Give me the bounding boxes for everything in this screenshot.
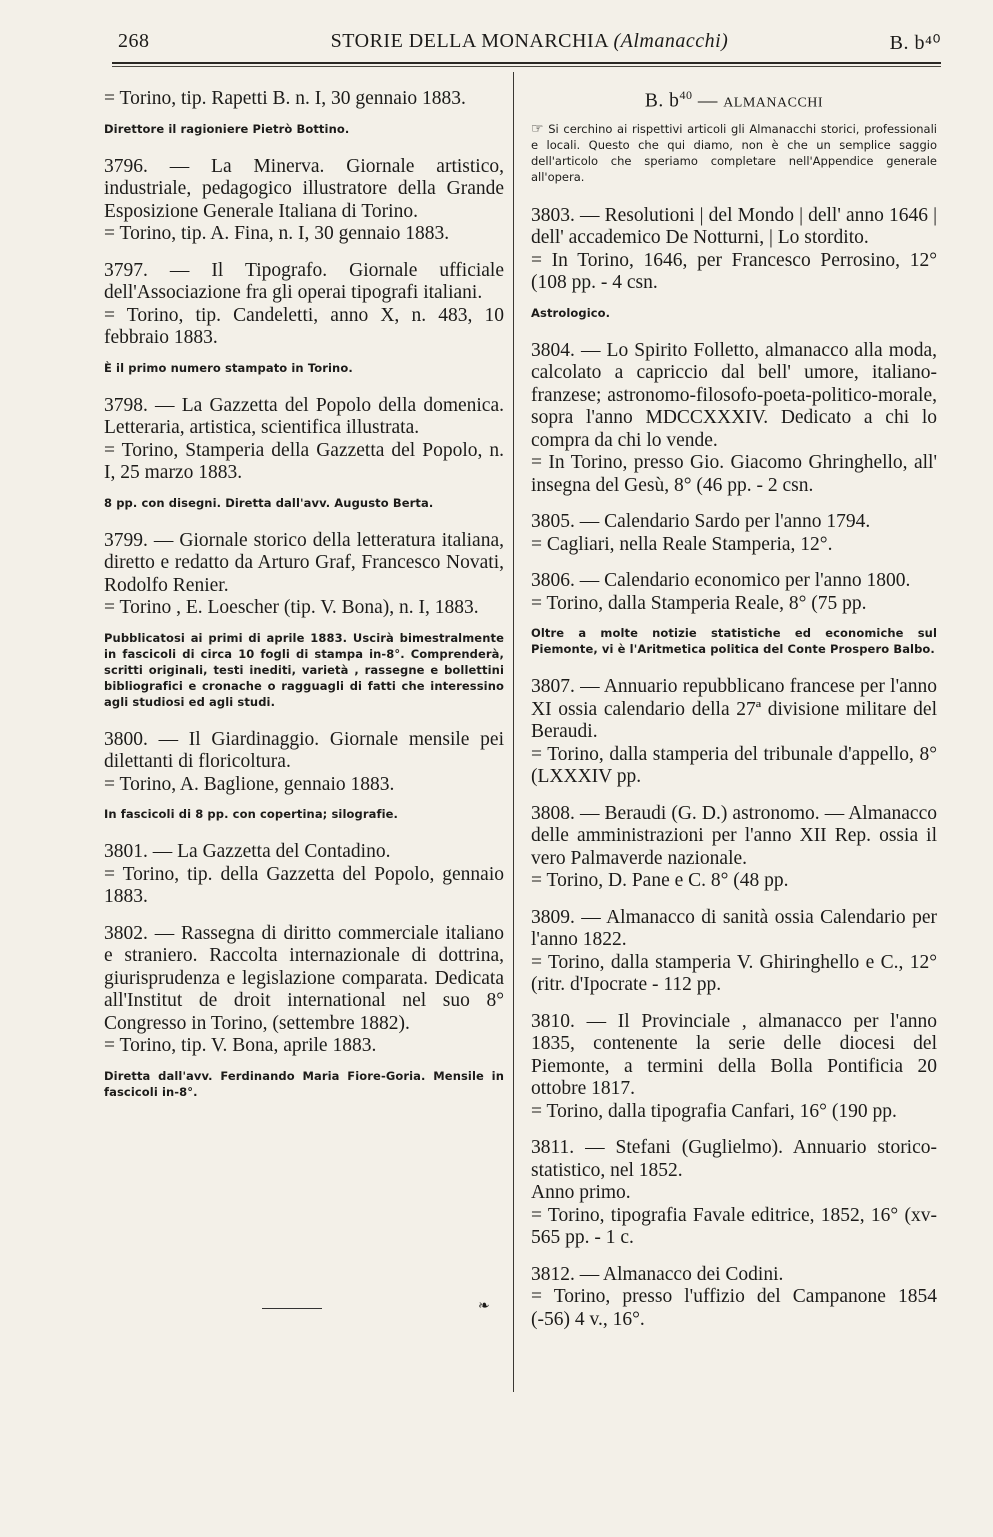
entry-text (104, 530, 504, 620)
page-number: 268 (118, 30, 150, 52)
entry-body: = Torino, tip. Rapetti B. n. I, 30 gennaio 1883. (104, 88, 466, 109)
header-rule (112, 62, 941, 64)
entry-text (531, 570, 937, 615)
header-rule-thin (112, 66, 941, 67)
entry-text (531, 907, 937, 997)
entry-body: 3802. — Rassegna di diritto commerciale italiano e straniero. Raccolta internazionale di dottrina, giurisprudenza e legislazione comparata. Dedicata all'Institut de droit international nel suo 8° Congresso in Torino, (settembre 1882). = Torino, tip. V. Bona, aprile 1883. (104, 922, 504, 1056)
catalog-entry (531, 1011, 937, 1124)
catalog-entry (531, 1137, 937, 1250)
entry-note: Astrologico. (531, 305, 611, 320)
column-divider (513, 72, 514, 1392)
catalog-entry (104, 156, 504, 246)
entry-body: 3798. — La Gazzetta del Popolo della domenica. Letteraria, artistica, scientifica illustrata. = Torino, Stamperia della Gazzetta del Popolo, n. I, 25 marzo 1883. (104, 394, 504, 483)
entry-note: 8 pp. con disegni. Diretta dall'avv. Augusto Berta. (104, 495, 434, 510)
title-italic: (Almanacchi) (613, 30, 729, 52)
entry-body: 3796. — La Minerva. Giornale artistico, industriale, pedagogico illustratore della Grande Esposizione Generale Italiana di Torino. = Torino, tip. A. Fina, n. I, 30 gennaio 1883. (104, 155, 504, 244)
page-title (118, 30, 941, 53)
section-intro (531, 121, 937, 185)
entry-text (531, 205, 937, 295)
catalog-entry (531, 570, 937, 657)
signature-mark: B. b⁴⁰ (889, 32, 941, 54)
entry-body: 3799. — Giornale storico della letteratura italiana, diretto e redatto da Arturo Graf, Francesco Novati, Rodolfo Renier. = Torino , E. Loescher (tip. V. Bona), n. I, 1883. (104, 529, 504, 618)
entry-text (531, 803, 937, 893)
catalog-entry (531, 205, 937, 321)
section-sup: 40 (679, 88, 693, 102)
catalog-entry (104, 841, 504, 909)
section-title: ALMANACCHI (723, 95, 824, 111)
entry-body: 3807. — Annuario repubblicano francese per l'anno XI ossia calendario della 27ª divisione militare del Beraudi. = Torino, dalla stamperia del tribunale d'appello, 8° (LXXXIV pp. (531, 676, 937, 787)
entry-text (104, 260, 504, 350)
title-main: STORIE DELLA MONARCHIA (330, 30, 614, 52)
entry-body: 3812. — Almanacco dei Codini. = Torino, presso l'uffizio del Campanone 1854 (-56) 4 v., 16°. (531, 1263, 937, 1330)
entry-text (531, 1264, 937, 1332)
intro-text: Si cerchino ai rispettivi articoli gli Almanacchi storici, professionali e locali. Questo che qui diamo, non è che un semplice saggio dell'articolo che speriamo completare nell'Appendice generale all'opera. (531, 121, 937, 184)
catalog-entry (104, 923, 504, 1100)
entry-body: 3808. — Beraudi (G. D.) astronomo. — Almanacco delle amministrazioni per l'anno XII Rep. ossia il vero Palmaverde nazionale. = Torino, D. Pane e C. 8° (48 pp. (531, 802, 937, 891)
entry-note: Pubblicatosi ai primi di aprile 1883. Uscirà bimestralmente in fascicoli di circa 10 fogli di stampa in-8°. Comprenderà, scritti originali, testi inediti, varietà , rassegne e bollettini bibliografici e cronache o ragguagli di fatti che interessino agli studiosi ed agli studi. (104, 630, 504, 709)
section-dash: — (692, 90, 724, 112)
entry-body: 3809. — Almanacco di sanità ossia Calendario per l'anno 1822. = Torino, dalla stamperia V. Ghiringhello e C., 12° (ritr. d'Ipocrate - 112 pp. (531, 906, 937, 995)
entry-body: 3805. — Calendario Sardo per l'anno 1794. = Cagliari, nella Reale Stamperia, 12°. (531, 511, 871, 555)
running-header (118, 30, 941, 60)
entry-text (531, 511, 937, 556)
catalog-entry (531, 1264, 937, 1332)
entry-body: 3811. — Stefani (Guglielmo). Annuario storico-statistico, nel 1852. Anno primo. = Torino, tipografia Favale editrice, 1852, 16° (xv-565 pp. - 1 c. (531, 1137, 937, 1248)
entry-text (104, 395, 504, 485)
catalog-entry (531, 803, 937, 893)
entry-text (531, 1011, 937, 1124)
catalog-entry (531, 907, 937, 997)
entry-body: 3797. — Il Tipografo. Giornale ufficiale dell'Associazione fra gli operai tipografi italiani. = Torino, tip. Candeletti, anno X, n. 483, 10 febbraio 1883. (104, 259, 504, 348)
catalog-entry (531, 676, 937, 789)
catalog-entry (104, 395, 504, 511)
entry-text (531, 676, 937, 789)
entry-text (531, 1137, 937, 1250)
entry-text (104, 156, 504, 246)
right-entries (531, 205, 937, 1332)
entry-note: Diretta dall'avv. Ferdinando Maria Fiore-Goria. Mensile in fascicoli in-8°. (104, 1068, 504, 1099)
catalog-entry (104, 530, 504, 710)
section-heading (531, 88, 937, 113)
catalog-entry (531, 340, 937, 498)
footer-rule (262, 1308, 322, 1309)
entry-body: 3803. — Resolutioni | del Mondo | dell' anno 1646 | dell' accademico De Notturni, | Lo stordito. = In Torino, 1646, per Francesco Perrosino, 12° (108 pp. - 4 csn. (531, 204, 937, 293)
pointing-hand-icon: ☞ (531, 120, 544, 137)
entry-text (104, 923, 504, 1058)
entry-note: Oltre a molte notizie statistiche ed economiche sul Piemonte, vi è l'Aritmetica politica del Conte Prospero Balbo. (531, 626, 937, 656)
catalog-entry (104, 88, 504, 137)
catalog-entry (104, 260, 504, 376)
left-column (104, 88, 504, 1119)
section-label: B. b (644, 90, 680, 112)
catalog-entry (531, 511, 937, 556)
entry-body: 3800. — Il Giardinaggio. Giornale mensile pei dilettanti di floricoltura. = Torino, A. Baglione, gennaio 1883. (104, 728, 504, 795)
entry-text (104, 729, 504, 797)
entry-body: 3806. — Calendario economico per l'anno 1800. = Torino, dalla Stamperia Reale, 8° (75 pp. (531, 570, 911, 614)
entry-text (104, 88, 504, 111)
entry-body: 3801. — La Gazzetta del Contadino. = Torino, tip. della Gazzetta del Popolo, gennaio 1883. (104, 841, 504, 907)
entry-note: Direttore il ragioniere Pietrò Bottino. (104, 121, 350, 136)
entry-text (531, 340, 937, 498)
right-column (531, 88, 937, 1345)
catalog-entry (104, 729, 504, 823)
entry-note: In fascicoli di 8 pp. con copertina; silografie. (104, 807, 398, 821)
entry-note: È il primo numero stampato in Torino. (104, 360, 353, 375)
entry-body: 3804. — Lo Spirito Folletto, almanacco alla moda, calcolato a capriccio dal bell' umore, italiano-franzese; astronomo-filosofo-poeta-politico-morale, sopra l'anno MDCCXXXIV. Dedicato a chi lo compra da chi lo vende. = In Torino, presso Gio. Giacomo Ghringhello, all' insegna del Gesù, 8° (46 pp. - 2 csn. (531, 339, 937, 496)
entry-body: 3810. — Il Provinciale , almanacco per l'anno 1835, contenente la serie delle diocesi del Piemonte, a termini della Bolla Pontificia 20 ottobre 1817. = Torino, dalla tipografia Canfari, 16° (190 pp. (531, 1010, 937, 1122)
footer-ornament-icon: ❧ (478, 1298, 490, 1314)
entry-text (104, 841, 504, 909)
